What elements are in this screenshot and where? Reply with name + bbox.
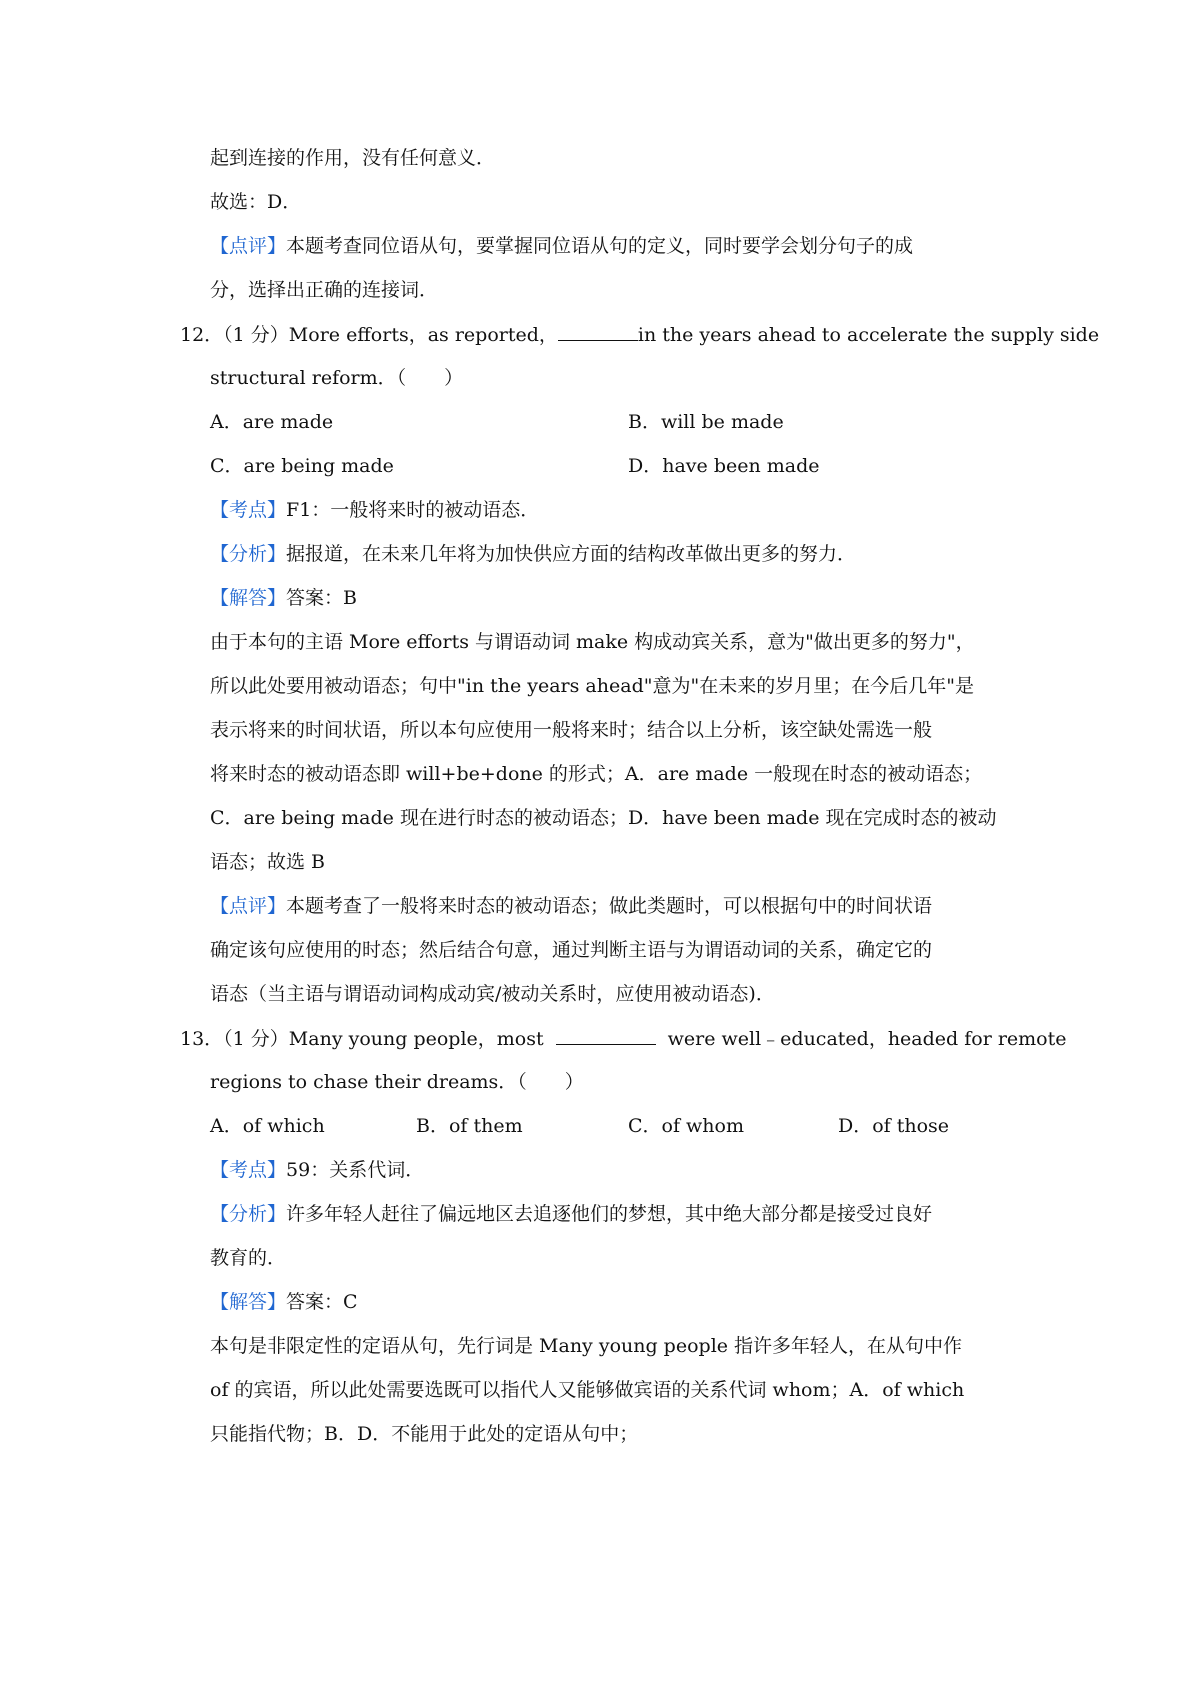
fenxi-tag: 【分析】 <box>210 543 287 565</box>
dianping-text: 本题考查了一般将来时态的被动语态；做此类题时，可以根据句中的时间状语 <box>286 895 933 917</box>
q13-stem-post: were well﹣educated，headed for remote <box>667 1028 1067 1050</box>
jieda-tag: 【解答】 <box>210 587 287 609</box>
q12-explain-line: C．are being made 现在进行时态的被动语态；D．have been made 现在完成时态的被动 <box>210 807 997 829</box>
prev-answer-line: 故选：D． <box>210 191 302 213</box>
q12-blank <box>558 322 638 341</box>
q13-stem-pre: 13．（1 分）Many young people，most <box>180 1028 544 1050</box>
jieda-tag: 【解答】 <box>210 1291 287 1313</box>
q12-option-c: C．are being made <box>210 455 394 477</box>
fenxi-tag: 【分析】 <box>210 1203 287 1225</box>
q13-option-b: B．of them <box>416 1115 523 1137</box>
q12-stem-post: in the years ahead to accelerate the supply side <box>637 324 1100 346</box>
q13-explain-line: 本句是非限定性的定语从句，先行词是 Many young people 指许多年轻人，在从句中作 <box>210 1335 963 1357</box>
q13-fenxi-line <box>210 1202 932 1226</box>
q12-dianping-line-3: 语态（当主语与谓语动词构成动宾/被动关系时，应使用被动语态)． <box>210 983 775 1005</box>
kaodian-text: 59：关系代词． <box>286 1159 425 1181</box>
q13-stem-line-2: regions to chase their dreams．（ ） <box>210 1071 584 1093</box>
jieda-text: 答案：B <box>286 587 357 609</box>
q13-option-c: C．of whom <box>628 1115 745 1137</box>
q12-fenxi-line <box>210 542 856 566</box>
q12-option-d: D．have been made <box>628 455 820 477</box>
q13-option-a: A．of which <box>210 1115 325 1137</box>
q13-explain-line: of 的宾语，所以此处需要选既可以指代人又能够做宾语的关系代词 whom；A．of which <box>210 1379 965 1401</box>
comment-text: 本题考查同位语从句，要掌握同位语从句的定义，同时要学会划分句子的成 <box>286 235 914 257</box>
q12-stem-line <box>180 322 1099 347</box>
prev-explain-line: 起到连接的作用，没有任何意义． <box>210 147 496 169</box>
kaodian-text: F1：一般将来时的被动语态． <box>286 499 540 521</box>
q12-explain-line: 语态；故选 B <box>210 851 326 873</box>
q12-option-a: A．are made <box>210 411 334 433</box>
q13-kaodian-line <box>210 1158 424 1182</box>
q12-explain-line: 所以此处要用被动语态；句中"in the years ahead"意为"在未来的岁月里；在今后几年"是 <box>210 675 974 697</box>
kaodian-tag: 【考点】 <box>210 1159 287 1181</box>
fenxi-text: 许多年轻人赶往了偏远地区去追逐他们的梦想，其中绝大部分都是接受过良好 <box>286 1203 933 1225</box>
q13-option-d: D．of those <box>838 1115 950 1137</box>
q13-blank <box>556 1026 656 1045</box>
fenxi-text: 据报道，在未来几年将为加快供应方面的结构改革做出更多的努力． <box>286 543 857 565</box>
q12-jieda-line <box>210 586 357 610</box>
q13-explain-line: 只能指代物；B．D．不能用于此处的定语从句中； <box>210 1423 639 1445</box>
q12-explain-line: 由于本句的主语 More efforts 与谓语动词 make 构成动宾关系，意为"做出更多的努力"， <box>210 631 975 653</box>
q13-fenxi-line-2: 教育的． <box>210 1247 287 1269</box>
q12-kaodian-line <box>210 498 539 522</box>
q12-explain-line: 表示将来的时间状语，所以本句应使用一般将来时；结合以上分析，该空缺处需选一般 <box>210 719 933 741</box>
jieda-text: 答案：C <box>286 1291 358 1313</box>
comment-tag: 【点评】 <box>210 235 287 257</box>
q12-explain-line: 将来时态的被动语态即 will+be+done 的形式；A．are made 一般现在时态的被动语态； <box>210 763 983 785</box>
prev-comment-line <box>210 234 913 258</box>
q13-jieda-line <box>210 1290 358 1314</box>
q12-dianping-line-2: 确定该句应使用的时态；然后结合句意，通过判断主语与为谓语动词的关系，确定它的 <box>210 939 933 961</box>
q12-dianping-line <box>210 894 932 918</box>
kaodian-tag: 【考点】 <box>210 499 287 521</box>
prev-comment-line-2: 分，选择出正确的连接词． <box>210 279 439 301</box>
dianping-tag: 【点评】 <box>210 895 287 917</box>
q13-stem-line <box>180 1026 1067 1051</box>
q12-stem-line-2: structural reform．（ ） <box>210 367 464 389</box>
q12-stem-pre: 12．（1 分）More efforts，as reported， <box>180 324 558 346</box>
q12-option-b: B．will be made <box>628 411 784 433</box>
